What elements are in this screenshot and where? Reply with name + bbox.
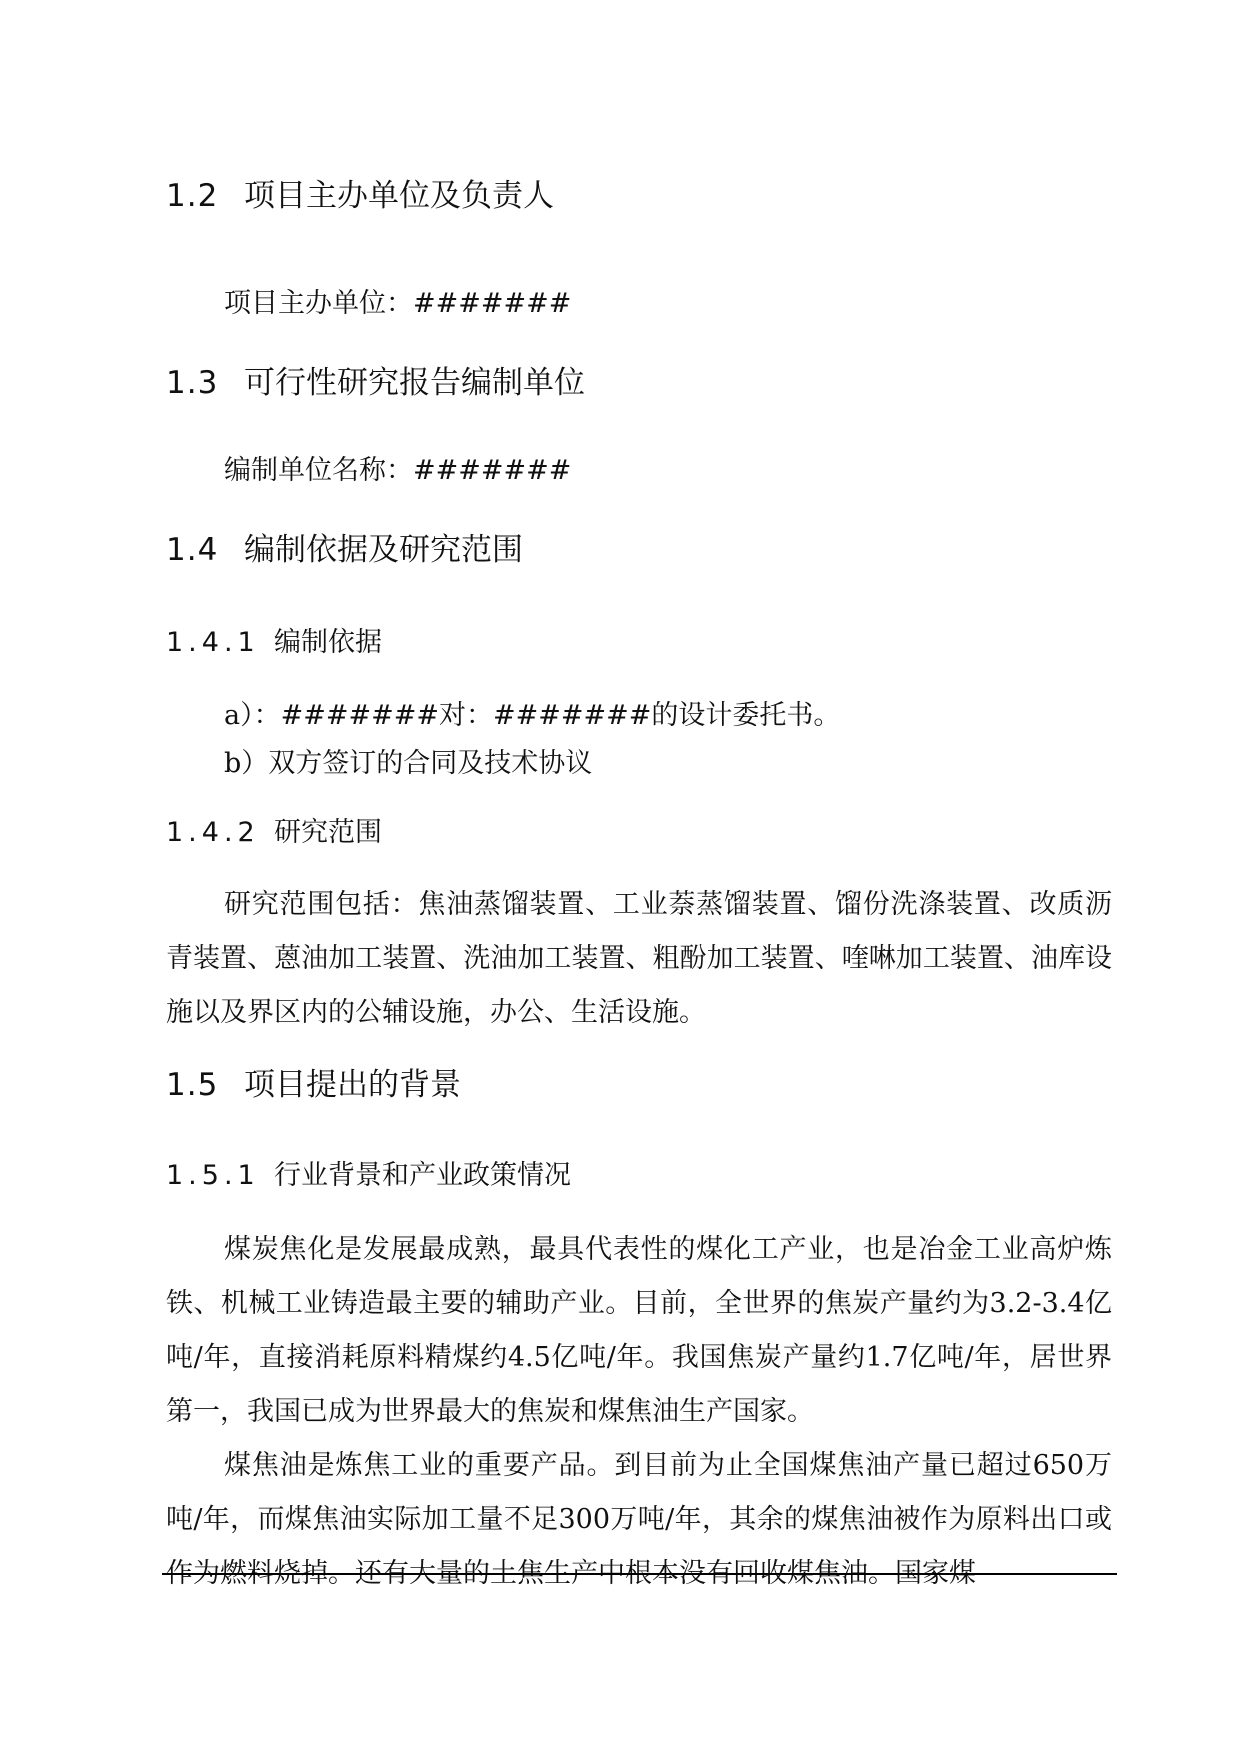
- research-scope-paragraph: 研究范围包括：焦油蒸馏装置、工业萘蒸馏装置、馏份洗涤装置、改质沥青装置、蒽油加工装置、洗油加工装置、粗酚加工装置、喹啉加工装置、油库设施以及界区内的公辅设施，办公、生活设施。: [166, 889, 1112, 1028]
- heading-1-2: [166, 176, 554, 216]
- sponsor-unit-line: 项目主办单位：#######: [224, 288, 572, 319]
- footer-rule: [162, 1573, 1117, 1575]
- section-title: 可行性研究报告编制单位: [244, 365, 585, 401]
- section-number: 1.4: [166, 532, 219, 568]
- section-number: 1.4.2: [166, 817, 260, 848]
- heading-1-4: [166, 530, 523, 570]
- section-number: 1.2: [166, 178, 219, 214]
- section-title: 研究范围: [274, 817, 382, 848]
- section-number: 1.5: [166, 1067, 219, 1103]
- section-title: 项目主办单位及负责人: [244, 178, 554, 214]
- section-title: 编制依据: [274, 627, 382, 658]
- list-item-b: b）双方签订的合同及技术协议: [224, 748, 593, 779]
- section-number: 1.3: [166, 365, 219, 401]
- heading-1-4-2: [166, 815, 382, 851]
- coal-tar-paragraph: 煤焦油是炼焦工业的重要产品。到目前为止全国煤焦油产量已超过650万吨/年，而煤焦油实际加工量不足300万吨/年，其余的煤焦油被作为原料出口或作为燃料烧掉。还有大量的土焦生产中根本没有回收煤焦油。国家煤: [166, 1450, 1112, 1589]
- section-number: 1.5.1: [166, 1160, 260, 1191]
- heading-1-3: [166, 363, 585, 403]
- section-number: 1.4.1: [166, 627, 260, 658]
- heading-1-4-1: [166, 625, 382, 661]
- industry-background-paragraph: 煤炭焦化是发展最成熟，最具代表性的煤化工产业，也是冶金工业高炉炼铁、机械工业铸造最主要的辅助产业。目前，全世界的焦炭产量约为3.2-3.4亿吨/年，直接消耗原料精煤约4.5亿吨/年。我国焦炭产量约1.7亿吨/年，居世界第一，我国已成为世界最大的焦炭和煤焦油生产国家。: [166, 1234, 1112, 1427]
- heading-1-5: [166, 1065, 461, 1105]
- compiler-unit-line: 编制单位名称：#######: [224, 455, 572, 486]
- heading-1-5-1: [166, 1158, 571, 1194]
- section-title: 行业背景和产业政策情况: [274, 1160, 571, 1191]
- section-title: 编制依据及研究范围: [244, 532, 523, 568]
- section-title: 项目提出的背景: [244, 1067, 461, 1103]
- list-item-a: a）：#######对：#######的设计委托书。: [224, 700, 841, 731]
